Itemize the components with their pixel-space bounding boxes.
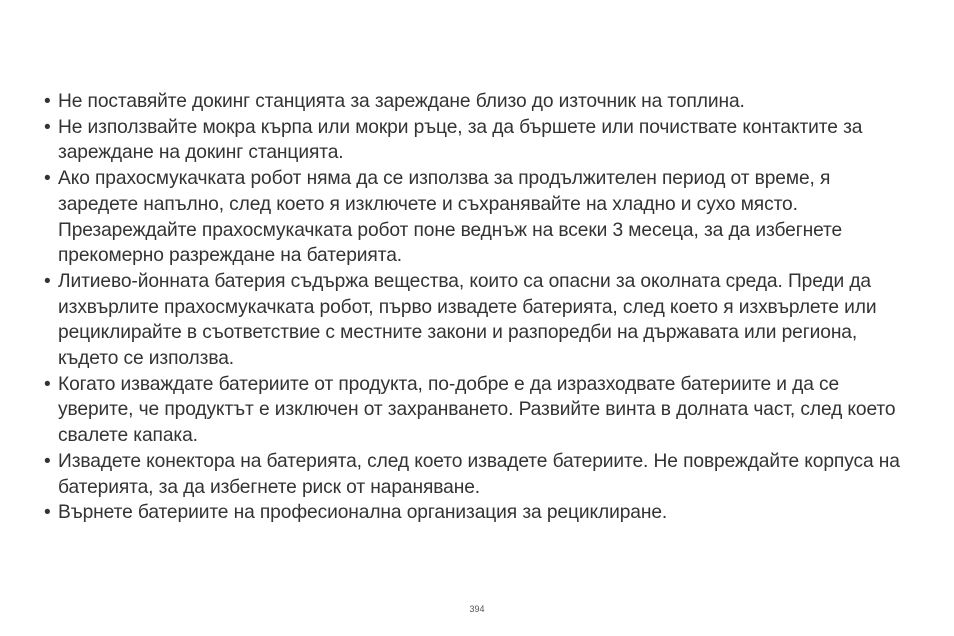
bullet-text: Не поставяйте докинг станцията за зареждане близо до източник на топлина. xyxy=(58,91,745,112)
bullet-text: Литиево-йонната батерия съдържа вещества, които са опасни за околната среда. Преди да изхвърлите прахосмукачката робот, първо извадете батерията, след което я изхвърлете или рециклирайте в съответствие с местните закони и разпоредби на държавата или региона, където се използва. xyxy=(58,270,877,370)
bullet-icon: • xyxy=(44,502,51,524)
bullet-icon: • xyxy=(44,270,51,292)
bullet-text: Не използвайте мокра кърпа или мокри ръце, за да бършете или почиствате контактите за зареждане на докинг станцията. xyxy=(58,116,863,164)
bullet-item xyxy=(44,269,914,372)
bullet-icon: • xyxy=(44,450,51,472)
bullet-icon: • xyxy=(44,116,51,138)
bullet-text: Върнете батериите на професионална организация за рециклиране. xyxy=(58,502,668,524)
bullet-item xyxy=(44,449,914,500)
bullet-item xyxy=(44,166,914,269)
safety-bullet-list xyxy=(44,89,914,526)
bullet-icon: • xyxy=(44,373,51,395)
bullet-item xyxy=(44,372,914,449)
page-number: 394 xyxy=(469,604,485,614)
bullet-text: Когато изваждате батериите от продукта, по-добре е да изразходвате батериите и да се уверите, че продуктът е изключен от захранването. Развийте винта в долната част, след което свалете капака. xyxy=(58,373,896,447)
bullet-item xyxy=(44,89,914,115)
bullet-text: Извадете конектора на батерията, след което извадете батериите. Не повреждайте корпуса на батерията, за да избегнете риск от нараняване. xyxy=(58,450,900,498)
bullet-icon: • xyxy=(44,91,51,112)
bullet-icon: • xyxy=(44,168,51,190)
bullet-item xyxy=(44,115,914,166)
bullet-item xyxy=(44,500,914,526)
bullet-text: Ако прахосмукачката робот няма да се използва за продължителен период от време, я заредете напълно, след което я изключете и съхранявайте на хладно и сухо място. Презареждайте прахосмукачката робот поне веднъж на всеки 3 месеца, за да избегнете прекомерно разреждане на батерията. xyxy=(58,168,843,267)
